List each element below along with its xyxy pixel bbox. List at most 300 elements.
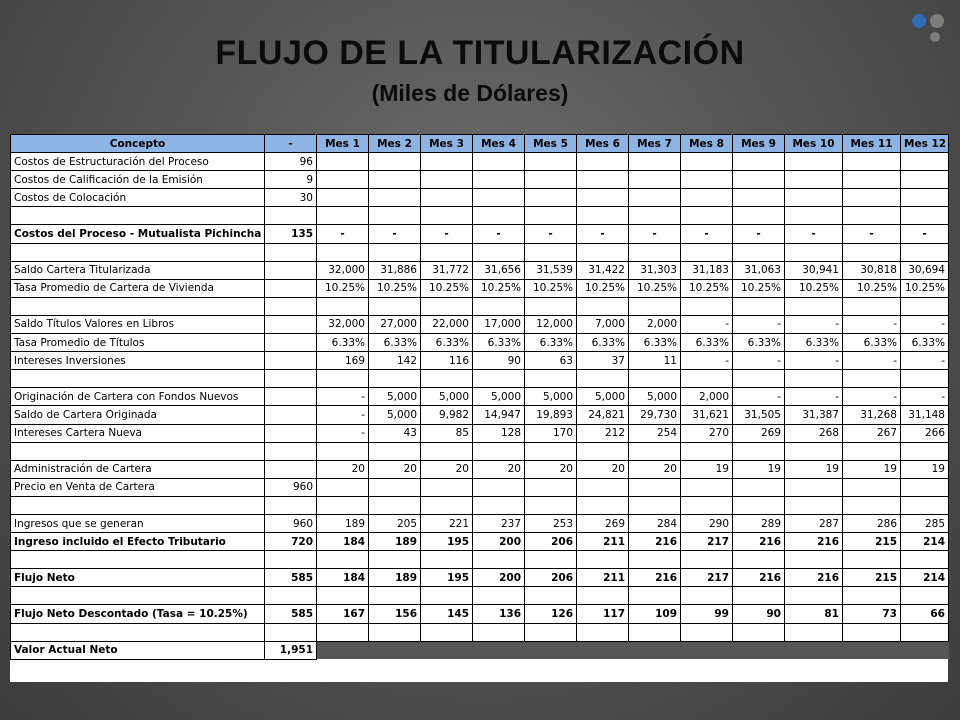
value-cell: [473, 551, 525, 569]
column-header: Mes 6: [577, 135, 629, 153]
value-cell: [681, 587, 733, 605]
value-cell: 5,000: [473, 388, 525, 406]
value-cell: [473, 496, 525, 514]
table-row: [11, 279, 949, 297]
value-cell: 215: [843, 569, 901, 587]
value-cell: [843, 587, 901, 605]
value-cell: [843, 478, 901, 496]
value-cell: [473, 478, 525, 496]
value-cell: -: [843, 225, 901, 243]
value-cell: 31,621: [681, 406, 733, 424]
value-cell: [901, 171, 949, 189]
value-cell: [369, 370, 421, 388]
value-cell: [265, 334, 317, 352]
value-cell: [317, 496, 369, 514]
row-label-cell: Flujo Neto: [11, 569, 265, 587]
column-header: Mes 9: [733, 135, 785, 153]
value-cell: [901, 370, 949, 388]
row-label-cell: Ingreso incluido el Efecto Tributario: [11, 533, 265, 551]
row-label-cell: [11, 207, 265, 225]
value-cell: [577, 370, 629, 388]
value-cell: -: [369, 225, 421, 243]
value-cell: [369, 551, 421, 569]
value-cell: 205: [369, 514, 421, 532]
slide-subtitle: (Miles de Dólares): [371, 80, 569, 106]
value-cell: 189: [369, 533, 421, 551]
row-label-cell: Tasa Promedio de Títulos: [11, 334, 265, 352]
value-cell: 6.33%: [369, 334, 421, 352]
value-cell: [681, 189, 733, 207]
value-cell: 5,000: [577, 388, 629, 406]
value-cell: [629, 496, 681, 514]
value-cell: [733, 243, 785, 261]
value-cell: 135: [265, 225, 317, 243]
value-cell: [265, 442, 317, 460]
value-cell: [681, 623, 733, 641]
value-cell: [681, 370, 733, 388]
row-label-cell: Intereses Inversiones: [11, 352, 265, 370]
value-cell: 126: [525, 605, 577, 623]
value-cell: 216: [785, 533, 843, 551]
value-cell: 145: [421, 605, 473, 623]
value-cell: 10.25%: [317, 279, 369, 297]
value-cell: [265, 315, 317, 333]
value-cell: 9,982: [421, 406, 473, 424]
value-cell: 189: [317, 514, 369, 532]
value-cell: 200: [473, 569, 525, 587]
value-cell: -: [901, 388, 949, 406]
value-cell: 66: [901, 605, 949, 623]
value-cell: 136: [473, 605, 525, 623]
value-cell: [473, 207, 525, 225]
value-cell: -: [317, 225, 369, 243]
value-cell: 24,821: [577, 406, 629, 424]
row-label-cell: Precio en Venta de Cartera: [11, 478, 265, 496]
value-cell: 285: [901, 514, 949, 532]
table-row: [11, 153, 949, 171]
value-cell: 20: [369, 460, 421, 478]
value-cell: [317, 153, 369, 171]
value-cell: 10.25%: [577, 279, 629, 297]
value-cell: 195: [421, 533, 473, 551]
value-cell: [843, 623, 901, 641]
value-cell: 189: [369, 569, 421, 587]
value-cell: [577, 297, 629, 315]
value-cell: 63: [525, 352, 577, 370]
value-cell: [525, 171, 577, 189]
value-cell: [577, 496, 629, 514]
value-cell: [577, 243, 629, 261]
value-cell: [265, 587, 317, 605]
value-cell: [733, 442, 785, 460]
row-label-cell: Costos de Colocación: [11, 189, 265, 207]
value-cell: 27,000: [369, 315, 421, 333]
value-cell: [317, 243, 369, 261]
value-cell: [785, 551, 843, 569]
table-row: [11, 334, 949, 352]
value-cell: 96: [265, 153, 317, 171]
value-cell: [681, 207, 733, 225]
value-cell: 9: [265, 171, 317, 189]
value-cell: [369, 442, 421, 460]
value-cell: -: [525, 225, 577, 243]
value-cell: 206: [525, 569, 577, 587]
value-cell: 20: [421, 460, 473, 478]
row-label-cell: Costos del Proceso - Mutualista Pichincha: [11, 225, 265, 243]
value-cell: 253: [525, 514, 577, 532]
value-cell: [265, 279, 317, 297]
value-cell: [317, 587, 369, 605]
value-cell: [733, 189, 785, 207]
table-spacer-row: [11, 243, 949, 261]
value-cell: -: [629, 225, 681, 243]
value-cell: 10.25%: [421, 279, 473, 297]
table-row: [11, 352, 949, 370]
value-cell: 17,000: [473, 315, 525, 333]
value-cell: 31,772: [421, 261, 473, 279]
row-label-cell: Originación de Cartera con Fondos Nuevos: [11, 388, 265, 406]
table-row: [11, 460, 949, 478]
value-cell: [317, 370, 369, 388]
table-row: [11, 605, 949, 623]
value-cell: 19: [901, 460, 949, 478]
value-cell: -: [317, 388, 369, 406]
value-cell: [681, 171, 733, 189]
value-cell: [473, 370, 525, 388]
value-cell: [785, 171, 843, 189]
value-cell: [317, 623, 369, 641]
value-cell: 6.33%: [317, 334, 369, 352]
column-header: Mes 8: [681, 135, 733, 153]
value-cell: [525, 153, 577, 171]
value-cell: 10.25%: [843, 279, 901, 297]
value-cell: 31,886: [369, 261, 421, 279]
value-cell: [473, 623, 525, 641]
value-cell: 156: [369, 605, 421, 623]
value-cell: 10.25%: [681, 279, 733, 297]
value-cell: [629, 623, 681, 641]
value-cell: [843, 551, 901, 569]
value-cell: 287: [785, 514, 843, 532]
value-cell: -: [681, 225, 733, 243]
value-cell: -: [901, 225, 949, 243]
value-cell: 20: [629, 460, 681, 478]
value-cell: 31,422: [577, 261, 629, 279]
table-spacer-row: [11, 551, 949, 569]
value-cell: 31,387: [785, 406, 843, 424]
value-cell: 214: [901, 533, 949, 551]
value-cell: 99: [681, 605, 733, 623]
value-cell: [421, 370, 473, 388]
value-cell: -: [681, 315, 733, 333]
row-label-cell: [11, 496, 265, 514]
row-label-cell: Flujo Neto Descontado (Tasa = 10.25%): [11, 605, 265, 623]
value-cell: [421, 442, 473, 460]
value-cell: 31,063: [733, 261, 785, 279]
value-cell: 30,818: [843, 261, 901, 279]
value-cell: 81: [785, 605, 843, 623]
value-cell: 20: [525, 460, 577, 478]
value-cell: [843, 370, 901, 388]
row-label-cell: [11, 551, 265, 569]
value-cell: 19: [785, 460, 843, 478]
value-cell: 170: [525, 424, 577, 442]
value-cell: 85: [421, 424, 473, 442]
value-cell: [525, 478, 577, 496]
value-cell: [265, 297, 317, 315]
column-header: Mes 5: [525, 135, 577, 153]
column-header: Mes 1: [317, 135, 369, 153]
value-cell: 19: [681, 460, 733, 478]
value-cell: [843, 207, 901, 225]
table-spacer-row: [11, 207, 949, 225]
value-cell: -: [733, 315, 785, 333]
value-cell: [577, 207, 629, 225]
value-cell: 216: [733, 569, 785, 587]
value-cell: 31,505: [733, 406, 785, 424]
value-cell: [785, 623, 843, 641]
table-row: [11, 315, 949, 333]
value-cell: 117: [577, 605, 629, 623]
value-cell: [369, 189, 421, 207]
value-cell: 6.33%: [577, 334, 629, 352]
value-cell: 31,303: [629, 261, 681, 279]
value-cell: 116: [421, 352, 473, 370]
value-cell: 32,000: [317, 261, 369, 279]
value-cell: 19,893: [525, 406, 577, 424]
value-cell: [843, 297, 901, 315]
value-cell: 31,268: [843, 406, 901, 424]
value-cell: 31,656: [473, 261, 525, 279]
value-cell: -: [785, 352, 843, 370]
row-label-cell: Valor Actual Neto: [11, 641, 265, 659]
value-cell: [901, 442, 949, 460]
value-cell: 11: [629, 352, 681, 370]
value-cell: 10.25%: [629, 279, 681, 297]
value-cell: 29,730: [629, 406, 681, 424]
value-cell: 211: [577, 569, 629, 587]
value-cell: [629, 171, 681, 189]
value-cell: [525, 243, 577, 261]
value-cell: 269: [577, 514, 629, 532]
value-cell: [265, 623, 317, 641]
value-cell: 6.33%: [843, 334, 901, 352]
value-cell: [629, 370, 681, 388]
row-label-cell: Saldo Títulos Valores en Libros: [11, 315, 265, 333]
value-cell: 12,000: [525, 315, 577, 333]
value-cell: 5,000: [369, 406, 421, 424]
value-cell: 30: [265, 189, 317, 207]
value-cell: 167: [317, 605, 369, 623]
table-spacer-row: [11, 623, 949, 641]
table-row: [11, 424, 949, 442]
value-cell: [681, 153, 733, 171]
column-header: Mes 11: [843, 135, 901, 153]
value-cell: [421, 623, 473, 641]
value-cell: 90: [733, 605, 785, 623]
value-cell: [421, 478, 473, 496]
value-cell: [525, 496, 577, 514]
slide-title: FLUJO DE LA TITULARIZACIÓN: [215, 34, 745, 72]
value-cell: 184: [317, 569, 369, 587]
row-label-cell: [11, 623, 265, 641]
column-header: Mes 4: [473, 135, 525, 153]
row-label-cell: [11, 297, 265, 315]
row-label-cell: Tasa Promedio de Cartera de Vivienda: [11, 279, 265, 297]
value-cell: 5,000: [369, 388, 421, 406]
value-cell: [733, 623, 785, 641]
value-cell: [369, 171, 421, 189]
value-cell: -: [785, 315, 843, 333]
value-cell: [421, 496, 473, 514]
value-cell: [421, 207, 473, 225]
value-cell: -: [577, 225, 629, 243]
value-cell: [785, 189, 843, 207]
value-cell: [733, 297, 785, 315]
value-cell: 5,000: [629, 388, 681, 406]
value-cell: 200: [473, 533, 525, 551]
value-cell: 211: [577, 533, 629, 551]
value-cell: [629, 297, 681, 315]
value-cell: [317, 551, 369, 569]
value-cell: 6.33%: [785, 334, 843, 352]
value-cell: [901, 153, 949, 171]
value-cell: [421, 587, 473, 605]
value-cell: 19: [733, 460, 785, 478]
value-cell: 266: [901, 424, 949, 442]
value-cell: 290: [681, 514, 733, 532]
table-row: [11, 388, 949, 406]
table-row: [11, 406, 949, 424]
value-cell: [785, 587, 843, 605]
value-cell: 142: [369, 352, 421, 370]
value-cell: [629, 587, 681, 605]
row-label-cell: Costos de Estructuración del Proceso: [11, 153, 265, 171]
value-cell: 215: [843, 533, 901, 551]
value-cell: 6.33%: [421, 334, 473, 352]
value-cell: 585: [265, 605, 317, 623]
value-cell: [681, 496, 733, 514]
value-cell: 10.25%: [473, 279, 525, 297]
row-label-cell: Saldo Cartera Titularizada: [11, 261, 265, 279]
value-cell: 30,941: [785, 261, 843, 279]
value-cell: [577, 189, 629, 207]
value-cell: 217: [681, 533, 733, 551]
value-cell: [369, 496, 421, 514]
value-cell: [843, 243, 901, 261]
value-cell: [901, 551, 949, 569]
value-cell: -: [901, 315, 949, 333]
value-cell: 5,000: [421, 388, 473, 406]
value-cell: 10.25%: [901, 279, 949, 297]
table-spacer-row: [11, 496, 949, 514]
value-cell: [785, 297, 843, 315]
value-cell: [733, 370, 785, 388]
value-cell: -: [901, 352, 949, 370]
value-cell: 960: [265, 478, 317, 496]
value-cell: [843, 442, 901, 460]
table-header-row: [11, 135, 949, 153]
value-cell: [901, 297, 949, 315]
value-cell: [473, 153, 525, 171]
value-cell: [421, 153, 473, 171]
value-cell: [785, 478, 843, 496]
value-cell: [265, 370, 317, 388]
value-cell: [629, 442, 681, 460]
value-cell: 128: [473, 424, 525, 442]
value-cell: 14,947: [473, 406, 525, 424]
value-cell: 10.25%: [525, 279, 577, 297]
value-cell: [733, 496, 785, 514]
value-cell: 6.33%: [525, 334, 577, 352]
value-cell: 7,000: [577, 315, 629, 333]
value-cell: [733, 207, 785, 225]
value-cell: 20: [317, 460, 369, 478]
column-header: Mes 3: [421, 135, 473, 153]
value-cell: [577, 442, 629, 460]
row-label-cell: [11, 587, 265, 605]
value-cell: [525, 587, 577, 605]
table-row: [11, 478, 949, 496]
value-cell: 10.25%: [733, 279, 785, 297]
value-cell: 90: [473, 352, 525, 370]
value-cell: [265, 261, 317, 279]
value-cell: [473, 442, 525, 460]
column-header: Mes 7: [629, 135, 681, 153]
value-cell: 216: [629, 533, 681, 551]
value-cell: [421, 297, 473, 315]
value-cell: [785, 442, 843, 460]
column-header: Mes 12: [901, 135, 949, 153]
value-cell: [785, 153, 843, 171]
table-spacer-row: [11, 442, 949, 460]
value-cell: [733, 587, 785, 605]
value-cell: [265, 243, 317, 261]
value-cell: 10.25%: [369, 279, 421, 297]
value-cell: [901, 207, 949, 225]
value-cell: [525, 551, 577, 569]
value-cell: 585: [265, 569, 317, 587]
table-row: [11, 514, 949, 532]
value-cell: [681, 243, 733, 261]
value-cell: [681, 297, 733, 315]
value-cell: 960: [265, 514, 317, 532]
value-cell: [265, 388, 317, 406]
value-cell: 195: [421, 569, 473, 587]
decorative-circle-gray: [930, 14, 944, 28]
decorative-circle-blue: [912, 14, 926, 28]
value-cell: -: [473, 225, 525, 243]
value-cell: 22,000: [421, 315, 473, 333]
value-cell: 214: [901, 569, 949, 587]
table-spacer-row: [11, 370, 949, 388]
table-row: [11, 569, 949, 587]
value-cell: 31,183: [681, 261, 733, 279]
table-row: [11, 225, 949, 243]
value-cell: [265, 424, 317, 442]
value-cell: 31,539: [525, 261, 577, 279]
value-cell: 270: [681, 424, 733, 442]
value-cell: 720: [265, 533, 317, 551]
value-cell: 286: [843, 514, 901, 532]
value-cell: [317, 442, 369, 460]
value-cell: -: [317, 406, 369, 424]
value-cell: -: [785, 388, 843, 406]
value-cell: 269: [733, 424, 785, 442]
value-cell: 221: [421, 514, 473, 532]
value-cell: [473, 243, 525, 261]
value-cell: -: [843, 315, 901, 333]
